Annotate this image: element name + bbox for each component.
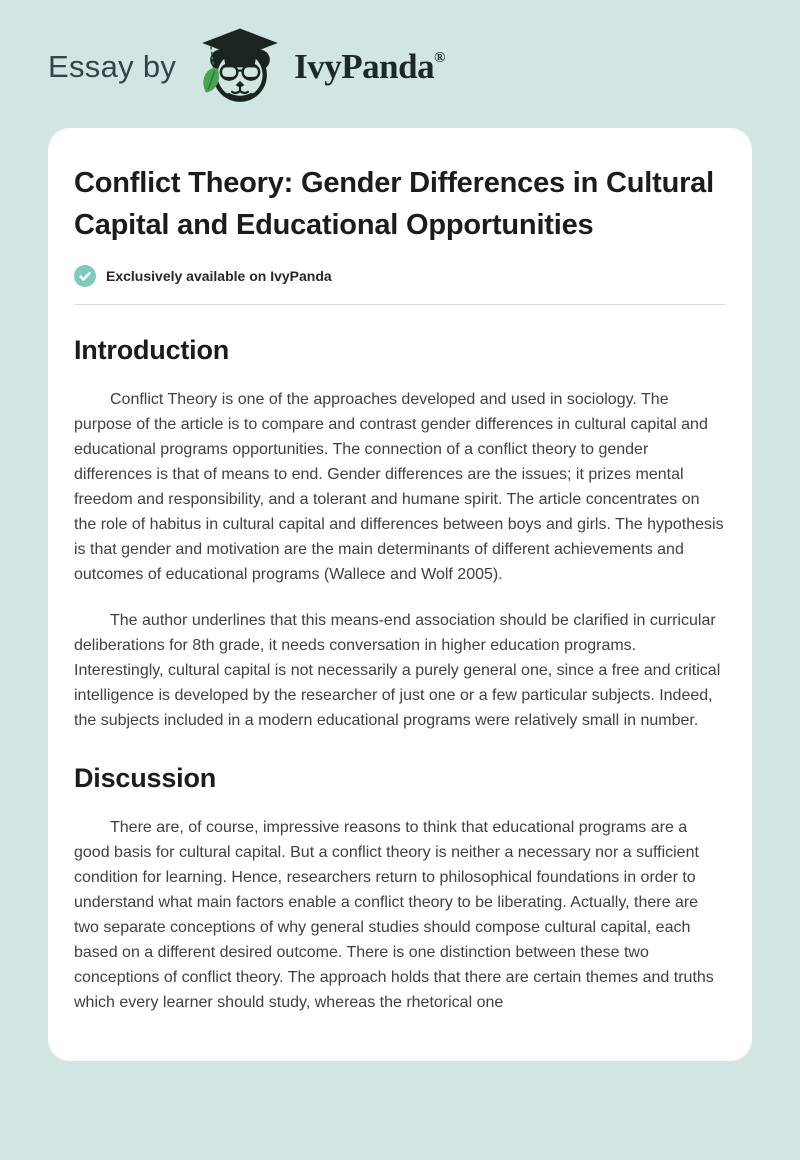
paragraph: There are, of course, impressive reasons to think that educational programs are a good basis for cultural capital. But a conflict theory is neither a necessary nor a sufficient condition for learning. Hence, researchers return to philosophical foundations in order to understand what main factors enable a conflict theory to be liberating. Actually, there are two separate conceptions of why general studies should compose cultural capital, each based on a different desired outcome. There is one distinction between these two conceptions of conflict theory. The approach holds that there are certain themes and truths which every learner should study, whereas the rhetorical one xyxy=(74,819,714,1011)
availability-label: Exclusively available on IvyPanda xyxy=(106,268,332,284)
brand-name xyxy=(294,47,445,87)
section-heading-discussion: Discussion xyxy=(74,763,217,793)
header-prefix: Essay by xyxy=(48,49,177,84)
section-heading-introduction: Introduction xyxy=(74,335,230,365)
availability-badge xyxy=(74,265,726,287)
registered-mark: ® xyxy=(434,50,446,66)
panda-graduate-icon xyxy=(196,27,284,107)
divider xyxy=(74,304,726,305)
paragraph: The author underlines that this means-end association should be clarified in curricular deliberations for 8th grade, it needs conversation in higher education programs. Interestingly, cultural capital is not necessarily a purely general one, since a free and critical intelligence is developed by the researcher of just one or a few particular subjects. Indeed, the subjects included in a modern educational programs were relatively small in number. xyxy=(74,612,721,729)
site-header xyxy=(0,0,800,104)
section-discussion xyxy=(74,762,726,1015)
section-introduction xyxy=(74,334,726,733)
essay-card xyxy=(48,128,752,1061)
brand-text: IvyPanda xyxy=(294,47,435,86)
check-circle-icon xyxy=(74,265,96,287)
paragraph: Conflict Theory is one of the approaches developed and used in sociology. The purpose of the article is to compare and contrast gender differences in cultural capital and educational programs opportunities. The connection of a conflict theory to gender differences is that of means to end. Gender differences are the issues; it prizes mental freedom and responsibility, and a tolerant and humane spirit. The article concentrates on the role of habitus in cultural capital and differences between boys and girls. The hypothesis is that gender and motivation are the main determinants of different achievements and outcomes of educational programs (Wallece and Wolf 2005). xyxy=(74,391,724,583)
essay-title: Conflict Theory: Gender Differences in Cultural Capital and Educational Opportunities xyxy=(74,167,714,241)
